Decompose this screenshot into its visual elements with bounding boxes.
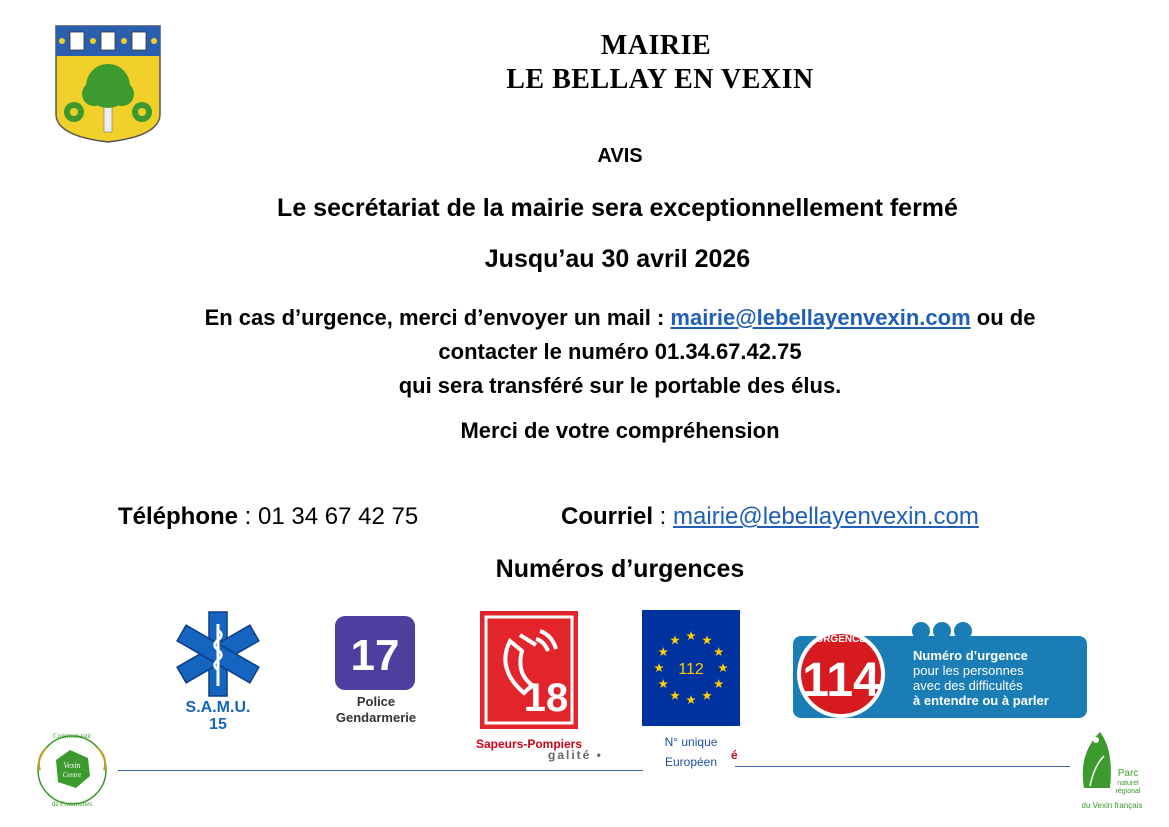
header-mairie: MAIRIE [600,30,712,61]
deaf-text-2: pour les personnes [913,663,1024,678]
mail-sep: : [653,503,674,530]
deaf-number: 114 [802,654,880,707]
notice-thanks: Merci de votre compréhension [460,418,780,443]
deaf-emergency-114-icon [793,620,1087,720]
gendarmerie-label: Gendarmerie [335,710,417,725]
header-town-name: LE BELLAY EN VEXIN [506,64,814,95]
eu-number: 112 [678,661,704,678]
phone-value: 01 34 67 42 75 [258,503,419,530]
notice-emergency-line1 [130,305,1110,331]
contact-phone [118,503,418,531]
vexin-centre-logo [34,730,110,808]
urgence-badge: URGENCE [815,634,867,645]
emergency-suffix: ou de [970,305,1036,330]
phone-label: Téléphone [118,503,239,530]
notice-heading: AVIS [597,145,643,167]
contact-email-link[interactable]: mairie@lebellayenvexin.com [673,503,979,530]
vexin-mid1: Vexin [63,761,81,770]
emergency-heading: Numéros d’urgences [495,555,745,583]
pompiers-number: 18 [523,676,569,720]
mail-label: Courriel [561,503,654,530]
notice-emergency-line2: contacter le numéro 01.34.67.42.75 [438,339,802,364]
parc-line3: régional [1115,788,1141,795]
european-flag-112-icon [642,610,740,726]
phone-sep: : [238,503,259,530]
town-coat-of-arms-icon [54,24,162,144]
emergency-prefix: En cas d’urgence, merci d’envoyer un mail : [204,305,671,330]
notice-closed-text: Le secrétariat de la mairie sera exceptionnellement fermé [277,194,958,222]
footer-rule-left [118,770,643,771]
footer-motto-end: é [731,748,738,762]
deaf-text-4: à entendre ou à parler [913,693,1049,708]
vexin-mid2: Centre [62,771,82,779]
parc-vexin-logo [1076,728,1148,814]
pompiers-label: Sapeurs-Pompiers [475,737,583,751]
notice-until-date: Jusqu’au 30 avril 2026 [484,245,751,273]
parc-line2: naturel [1117,780,1139,787]
parc-line4: du Vexin français [1081,801,1143,810]
samu-number: 15 [209,716,227,733]
police-17-icon [328,616,424,726]
fire-brigade-18-icon [480,611,578,729]
samu-label: S.A.M.U. [185,699,251,716]
footer-rule-right [735,766,1070,767]
samu-star-of-life-icon [168,610,268,734]
vexin-bottom: de Communes [51,800,93,808]
accessibility-icons [912,622,972,640]
deaf-text-3: avec des difficultés [913,678,1023,693]
deaf-text-1: Numéro d’urgence [913,648,1028,663]
contact-mail [561,503,979,531]
police-number: 17 [350,631,400,680]
police-label: Police [356,694,396,709]
eu-label-line2: Européen [664,755,718,769]
emergency-email-link[interactable]: mairie@lebellayenvexin.com [670,305,971,330]
footer-motto: galité • [548,748,603,762]
parc-line1: Parc [1117,768,1139,779]
notice-emergency-line3: qui sera transféré sur le portable des élus. [398,373,842,398]
vexin-top: Communauté [53,732,91,740]
eu-label-line1: N° unique [664,735,718,749]
